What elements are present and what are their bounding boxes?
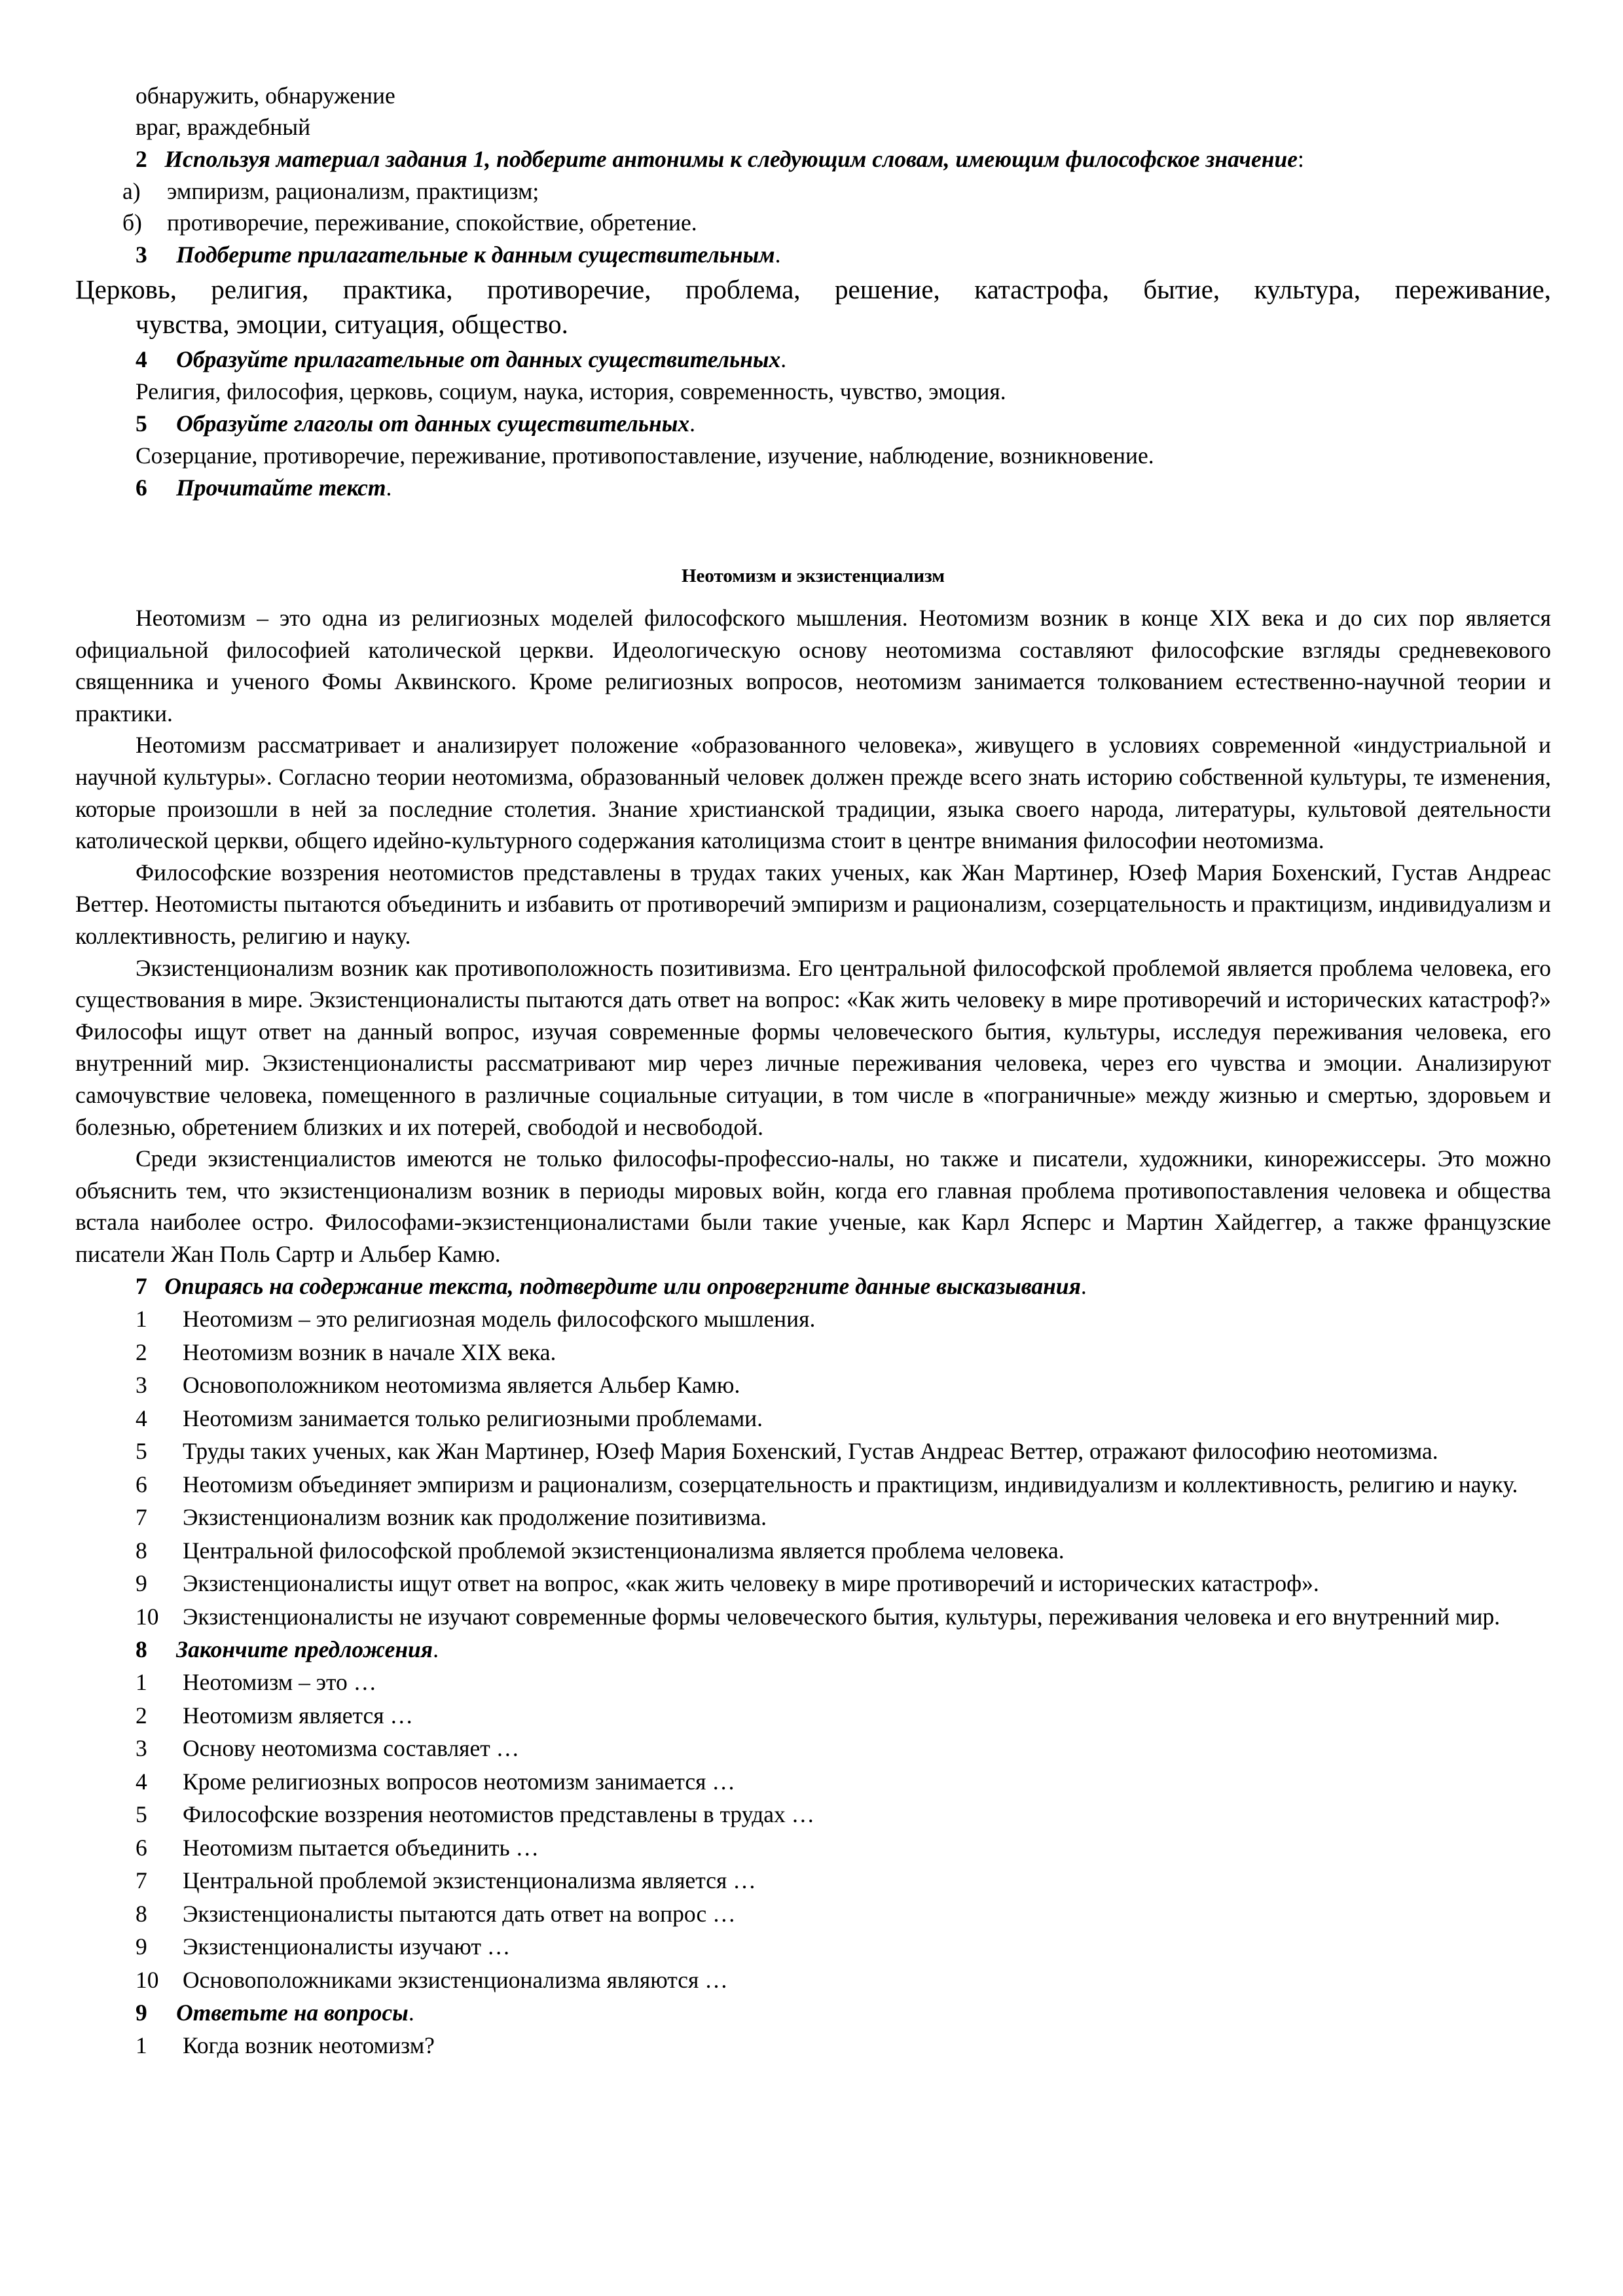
sentence-item: [75, 1897, 1551, 1931]
statement-item: [75, 1336, 1551, 1369]
sentence-item: [75, 1864, 1551, 1897]
item-text: Экзистенционалисты пытаются дать ответ на вопрос …: [183, 1900, 736, 1927]
item-number: 1: [136, 1669, 147, 1696]
item-text: Экзистенционалисты не изучают современные формы человеческого бытия, культуры, переживания человека и его внутренний мир.: [183, 1603, 1501, 1630]
item-text: Неотомизм возник в начале XIX века.: [183, 1338, 556, 1365]
task-instruction: Образуйте прилагательные от данных существительных: [176, 346, 781, 372]
item-text: Неотомизм – это религиозная модель философского мышления.: [183, 1306, 816, 1333]
statement-item: [75, 1534, 1551, 1568]
item-text: Философские воззрения неотомистов представлены в трудах …: [183, 1801, 815, 1828]
statement-item: [75, 1600, 1551, 1634]
item-text: Неотомизм является …: [183, 1702, 413, 1729]
item-text: Неотомизм – это …: [183, 1669, 377, 1696]
item-number: 5: [136, 1801, 147, 1828]
task-8-heading: [75, 1633, 1551, 1666]
task-number: 2: [136, 146, 147, 172]
task-instruction: Ответьте на вопросы: [176, 2000, 409, 2026]
item-number: 1: [136, 2032, 147, 2059]
statement-item: [75, 1369, 1551, 1402]
task-punct: .: [780, 346, 787, 372]
article-paragraph: Среди экзистенциалистов имеются не только философы-профессио-налы, но также и писатели, художники, кинорежиссеры. Это можно объяснить тем, что экзистенционализм возник в периоды мировых войн, когда его главная проблема противопоставления человека и общества встала наиболее остро. Философами-экзистенционалистами были такие ученые, как Карл Ясперс и Мартин Хайдеггер, а также французские писатели Жан Поль Сартр и Альбер Камю.: [75, 1145, 1551, 1267]
task-punct: :: [1298, 146, 1304, 172]
task-instruction: Опираясь на содержание текста, подтвердите или опровергните данные высказывания: [164, 1273, 1081, 1300]
item-text: Центральной философской проблемой экзистенционализма является проблема человека.: [183, 1537, 1065, 1564]
task-7-heading: [75, 1270, 1551, 1302]
task-6-heading: [75, 471, 1551, 504]
task-number: 3: [136, 242, 147, 268]
item-number: 6: [136, 1471, 147, 1498]
sentence-item: [75, 1930, 1551, 1964]
item-number: 5: [136, 1438, 147, 1465]
task-punct: .: [1080, 1273, 1087, 1300]
sentence-item: [75, 1765, 1551, 1799]
task-instruction: Образуйте глаголы от данных существительных: [176, 410, 690, 437]
article-paragraph: Экзистенционализм возник как противоположность позитивизма. Его центральной философской проблемой является проблема человека, его существования в мире. Экзистенционалисты пытаются дать ответ на вопрос: «Как жить человеку в мире противоречий и исторических катастроф?» Философы ищут ответ на данный вопрос, изучая современные формы человеческого бытия, культуры, исследуя переживания человека, его внутренний мир. Экзистенционалисты рассматривают мир через личные переживания человека, через его чувства и эмоции. Анализируют самочувствие человека, помещенного в различные социальные ситуации, в том числе в «пограничные» между жизнью и смертью, здоровьем и болезнью, обретением близких и их потерей, свободой и несвободой.: [75, 954, 1551, 1140]
task-punct: .: [408, 2000, 414, 2026]
item-text: Неотомизм объединяет эмпиризм и рационализм, созерцательность и практицизм, индивидуализм и коллективность, религию и науку.: [183, 1471, 1518, 1498]
task-4-heading: [75, 343, 1551, 376]
item-text: Труды таких ученых, как Жан Мартинер, Юзеф Мария Бохенский, Густав Андреас Веттер, отражают философию неотомизма.: [183, 1438, 1438, 1465]
task-3-heading: [75, 238, 1551, 271]
article-paragraph: Неотомизм – это одна из религиозных моделей философского мышления. Неотомизм возник в конце XIX века и до сих пор является официальной философией католической церкви. Идеологическую основу неотомизма составляют философские взгляды средневекового священника и ученого Фомы Аквинского. Кроме религиозных вопросов, неотомизм занимается толкованием естественно-научной теории и практики.: [75, 605, 1551, 726]
item-text: Основоположником неотомизма является Альбер Камю.: [183, 1372, 740, 1399]
item-text: Экзистенционализм возник как продолжение позитивизма.: [183, 1504, 767, 1531]
sentence-item: [75, 1732, 1551, 1765]
statement-item: [75, 1567, 1551, 1600]
item-text: Основу неотомизма составляет …: [183, 1735, 520, 1762]
item-text: Кроме религиозных вопросов неотомизм занимается …: [183, 1768, 735, 1795]
item-number: 2: [136, 1702, 147, 1729]
item-number: 8: [136, 1537, 147, 1564]
statement-item: [75, 1435, 1551, 1468]
task-number: 9: [136, 2000, 147, 2026]
vocab-line-1: обнаружить, обнаружение: [136, 82, 395, 109]
statement-item: [75, 1468, 1551, 1501]
item-number: 2: [136, 1338, 147, 1365]
item-number: 10: [136, 1603, 159, 1630]
task-number: 6: [136, 475, 147, 501]
task-5-words: Созерцание, противоречие, переживание, противопоставление, изучение, наблюдение, возникновение.: [136, 442, 1154, 469]
task-number: 8: [136, 1636, 147, 1663]
item-text: Когда возник неотомизм?: [183, 2032, 435, 2059]
task-2-heading: [75, 143, 1551, 175]
task-4-words: Религия, философия, церковь, социум, наука, история, современность, чувство, эмоция.: [136, 378, 1006, 404]
task-punct: .: [775, 242, 781, 268]
item-text: Основоположниками экзистенционализма являются …: [183, 1966, 728, 1993]
words-line-2: чувства, эмоции, ситуация, общество.: [136, 309, 568, 339]
item-number: 4: [136, 1768, 147, 1795]
sentence-item: [75, 1666, 1551, 1699]
task-instruction: Подберите прилагательные к данным существительным: [176, 242, 775, 268]
item-number: 8: [136, 1900, 147, 1927]
article-paragraph: Философские воззрения неотомистов представлены в трудах таких ученых, как Жан Мартинер, Юзеф Мария Бохенский, Густав Андреас Веттер. Неотомисты пытаются объединить и избавить от противоречий эмпиризм и рационализм, созерцательность и практицизм, индивидуализм и коллективность, религию и науку.: [75, 859, 1551, 949]
item-text: Экзистенционалисты ищут ответ на вопрос, «как жить человеку в мире противоречий и исторических катастроф».: [183, 1570, 1319, 1597]
item-number: 6: [136, 1834, 147, 1861]
article-paragraph: Неотомизм рассматривает и анализирует положение «образованного человека», живущего в условиях современной «индустриальной и научной культуры». Согласно теории неотомизма, образованный человек должен прежде всего знать историю собственной культуры, те изменения, которые произошли в ней за последние столетия. Знание христианской традиции, языка своего народа, литературы, культовой деятельности католической церкви, общего идейно-культурного содержания католицизма стоит в центре внимания философии неотомизма.: [75, 732, 1551, 854]
sentence-item: [75, 1831, 1551, 1865]
task-instruction: Закончите предложения: [176, 1636, 433, 1663]
task-5-heading: [75, 407, 1551, 440]
article-title: Неотомизм и экзистенциализм: [681, 565, 945, 586]
item-number: 9: [136, 1933, 147, 1960]
item-marker: а): [122, 178, 141, 204]
task-instruction: Прочитайте текст: [176, 475, 386, 501]
item-number: 3: [136, 1372, 147, 1399]
item-text: эмпиризм, рационализм, практицизм;: [167, 178, 539, 204]
item-number: 4: [136, 1405, 147, 1431]
list-item: [75, 175, 1551, 207]
task-punct: .: [386, 475, 392, 501]
item-text: Центральной проблемой экзистенционализма является …: [183, 1867, 756, 1894]
task-number: 7: [136, 1273, 147, 1300]
item-marker: б): [122, 209, 142, 236]
vocab-line-2: враг, враждебный: [136, 114, 311, 140]
task-punct: .: [433, 1636, 439, 1663]
sentence-item: [75, 1798, 1551, 1831]
item-number: 3: [136, 1735, 147, 1762]
statement-item: [75, 1302, 1551, 1336]
item-number: 7: [136, 1867, 147, 1894]
item-number: 1: [136, 1306, 147, 1333]
item-number: 9: [136, 1570, 147, 1597]
task-instruction: Используя материал задания 1, подберите антонимы к следующим словам, имеющим философское значение: [164, 146, 1298, 172]
statement-item: [75, 1501, 1551, 1534]
sentence-item: [75, 1699, 1551, 1732]
item-text: Неотомизм занимается только религиозными проблемами.: [183, 1405, 763, 1431]
item-number: 7: [136, 1504, 147, 1531]
statement-item: [75, 1402, 1551, 1435]
words-line-1: Церковь, религия, практика, противоречие, проблема, решение, катастрофа, бытие, культура, переживание,: [75, 274, 1551, 304]
item-number: 10: [136, 1966, 159, 1993]
task-9-heading: [75, 1996, 1551, 2029]
list-item: [75, 207, 1551, 238]
task-punct: .: [689, 410, 695, 437]
task-3-words: [75, 272, 1551, 342]
item-text: Неотомизм пытается объединить …: [183, 1834, 539, 1861]
item-text: Экзистенционалисты изучают …: [183, 1933, 511, 1960]
sentence-item: [75, 1964, 1551, 1997]
item-text: противоречие, переживание, спокойствие, обретение.: [167, 209, 697, 236]
task-number: 4: [136, 346, 147, 372]
task-number: 5: [136, 410, 147, 437]
question-item: [75, 2029, 1551, 2062]
